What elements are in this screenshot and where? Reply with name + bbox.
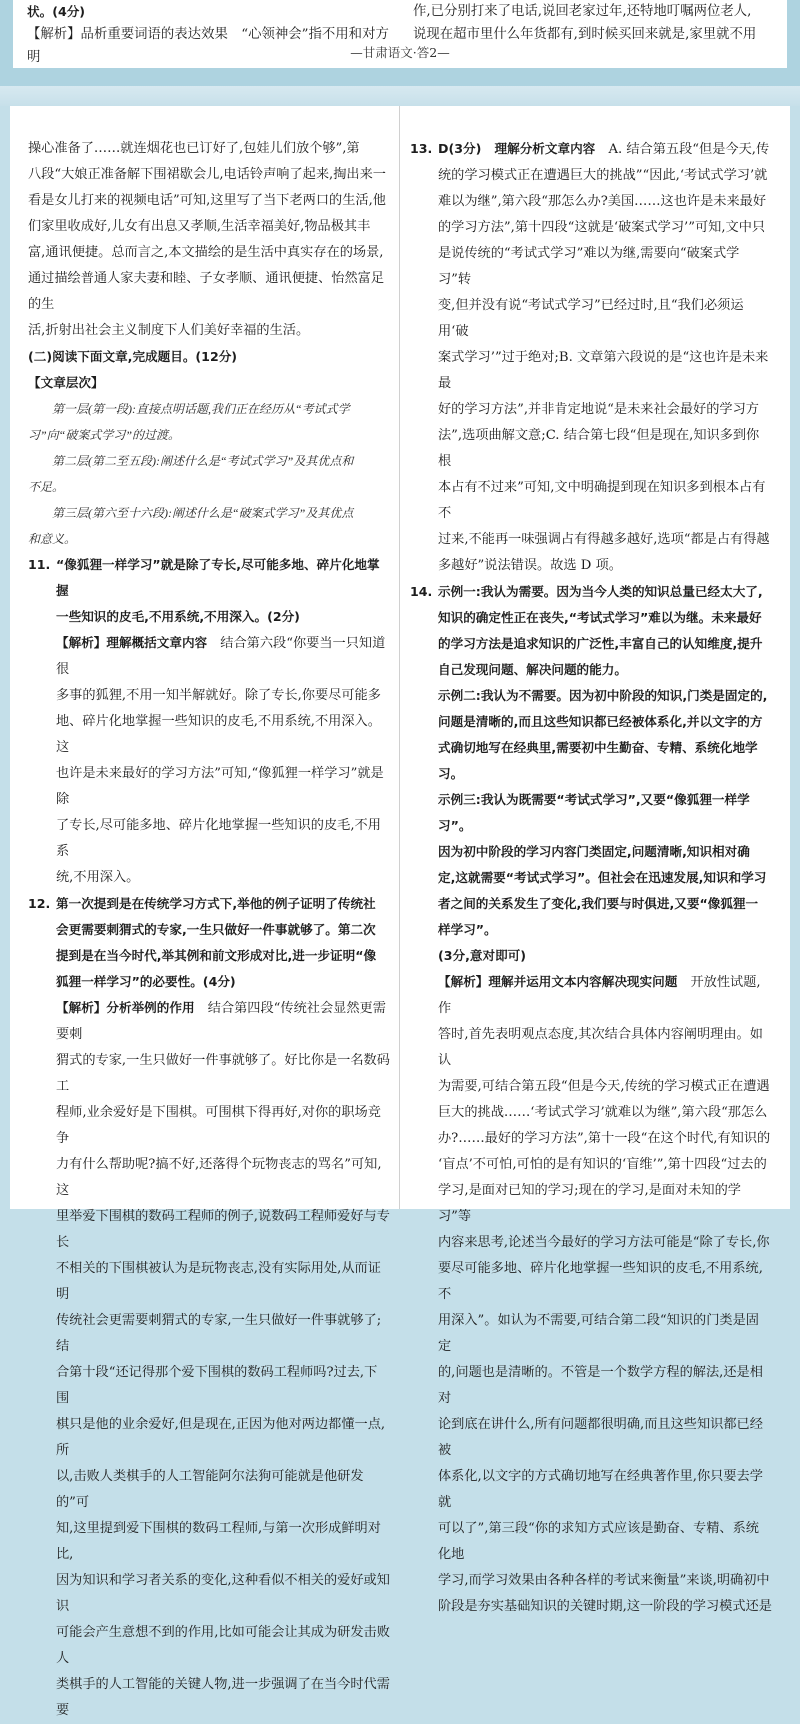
example-3-line: 者之间的关系发生了变化,我们要与时俱进,又要“像狐狸一 (438, 896, 759, 911)
question-14 (410, 579, 772, 1620)
q13-tag: 理解分析文章内容 (494, 141, 596, 156)
intro-paragraph (28, 136, 390, 344)
analysis-line: 因为知识和学习者关系的变化,这种看似不相关的爱好或知识 (56, 1573, 390, 1614)
analysis-line: 巨大的挑战……‘考试式学习’就难以为继”,第六段“那怎么 (438, 1105, 768, 1120)
example-1-line: 知识的确定性正在丧失,“考试式学习”难以为继。未来最好 (438, 610, 762, 625)
structure-title: 【文章层次】 (28, 375, 104, 390)
analysis-line: 类棋手的人工智能的关键人物,进一步强调了在当今时代需要 (56, 1677, 390, 1718)
intro-line: 活,折射出社会主义制度下人们美好幸福的生活。 (28, 323, 310, 338)
answer-line: 一些知识的皮毛,不用系统,不用深入。(2分) (56, 609, 300, 624)
analysis-line: 案式学习’”过于绝对;B. 文章第六段说的是“这也许是未来最 (438, 350, 769, 391)
intro-line: 们家里收成好,儿女有出息又孝顺,生活幸福美好,物品极其丰 (28, 219, 371, 234)
question-number: 14. (410, 584, 433, 599)
analysis-line: 内容来思考,论述当今最好的学习方法可能是“除了专长,你 (438, 1235, 770, 1250)
question-12 (28, 891, 390, 1724)
analysis-line: 也许是未来最好的学习方法”可知,“像狐狸一样学习”就是除 (56, 766, 384, 807)
structure-line: 第二层(第二至五段):阐述什么是“考试式学习”及其优点和 (52, 454, 354, 468)
analysis-line: 办?……最好的学习方法”,第十一段“在这个时代,有知识的 (438, 1131, 771, 1146)
structure-line: 第三层(第六至十六段):阐述什么是“破案式学习”及其优点 (52, 506, 354, 520)
analysis-line: 好的学习方法”,并非肯定地说“是未来社会最好的学习方 (438, 402, 759, 417)
structure-line: 和意义。 (28, 532, 77, 546)
answer-line: 狐狸一样学习”的必要性。(4分) (56, 974, 236, 989)
example-2-line: 式确切地写在经典里,需要初中生勤奋、专精、系统化地学习。 (438, 740, 758, 781)
analysis-text: 结合第六段“你要当一只知道很 (56, 636, 386, 677)
analysis-line: 地、碎片化地掌握一些知识的皮毛,不用系统,不用深入。这 (56, 714, 381, 755)
intro-line: 操心准备了……就连烟花也已订好了,包娃儿们放个够”,第 (28, 141, 360, 156)
left-column (28, 136, 390, 1724)
previous-line-1: 状。(4分) (27, 4, 86, 19)
answer-line: 提到是在当今时代,举其例和前文形成对比,进一步证明“像 (56, 948, 377, 963)
score-note: (3分,意对即可) (438, 948, 527, 963)
previous-page-right-column (413, 0, 788, 46)
question-number: 12. (28, 896, 51, 911)
answer-page (10, 106, 790, 1718)
previous-right-line-1: 作,已分别打来了电话,说回老家过年,还特地叮嘱两位老人, (413, 4, 752, 19)
analysis-line: 过来,不能再一味强调占有得越多越好,选项“都是占有得越 (438, 532, 770, 547)
answer-line: 第一次提到是在传统学习方式下,举他的例子证明了传统社 (56, 896, 376, 911)
example-1-line: 的学习方法是追求知识的广泛性,丰富自己的认知维度,提升 (438, 636, 763, 651)
example-3-line: 样学习”。 (438, 922, 497, 937)
question-number: 13. (410, 141, 433, 156)
analysis-line (56, 995, 390, 1048)
analysis-tag: 【解析】理解并运用文本内容解决现实问题 (438, 974, 678, 989)
analysis-line: 答时,首先表明观点态度,其次结合具体内容阐明理由。如认 (438, 1027, 763, 1068)
analysis-line: 不相关的下围棋被认为是玩物丧志,没有实际用处,从而证明 (56, 1261, 381, 1302)
analysis-text: 结合第四段“传统社会显然更需要刺 (56, 1001, 386, 1042)
structure-line: 第一层(第一段):直接点明话题,我们正在经历从“考试式学 (52, 402, 350, 416)
analysis-line: 用深入”。如认为不需要,可结合第二段“知识的门类是固定 (438, 1313, 759, 1354)
intro-line: 看是女儿打来的视频电话”可知,这里写了当下老两口的生活,他 (28, 193, 386, 208)
analysis-line: 学习,是面对已知的学习;现在的学习,是面对未知的学习”等 (438, 1183, 741, 1224)
analysis-line: 变,但并没有说“考试式学习”已经过时,且“我们必须运用‘破 (438, 298, 744, 339)
analysis-line: 为需要,可结合第五段“但是今天,传统的学习模式正在遭遇 (438, 1079, 770, 1094)
analysis-line: 统的学习模式正在遭遇巨大的挑战”“因此,‘考试式学习’就 (438, 168, 768, 183)
analysis-line: 知,这里提到爱下围棋的数码工程师,与第一次形成鲜明对比, (56, 1521, 381, 1562)
q13-first-text: A. 结合第五段“但是今天,传 (608, 142, 770, 157)
intro-line: 通过描绘普通人家夫妻和睦、子女孝顺、通讯便捷、怡然富足的生 (28, 271, 385, 312)
analysis-line: 多越好”说法错误。故选 D 项。 (438, 558, 622, 573)
section-title: (二)阅读下面文章,完成题目。(12分) (28, 349, 238, 364)
analysis-line: 的学习方法”,第十四段“这就是‘破案式学习’”可知,文中只 (438, 220, 766, 235)
example-1-line: 自己发现问题、解决问题的能力。 (438, 662, 627, 677)
analysis-text: 开放性试题,作 (438, 975, 761, 1016)
previous-line-2: 【解析】品析重要词语的表达效果 “心领神会”指不用和对方明 (27, 27, 389, 65)
analysis-line: 可能会产生意想不到的作用,比如可能会让其成为研发击败人 (56, 1625, 390, 1666)
question-13 (410, 136, 772, 579)
analysis-line: 猬式的专家,一生只做好一件事就够了。好比你是一名数码工 (56, 1053, 390, 1094)
question-number: 11. (28, 557, 51, 572)
analysis-line: 学习,而学习效果由各种各样的考试来衡量”来谈,明确初中 (438, 1573, 770, 1588)
q13-first-line (438, 136, 772, 163)
page-gap (0, 86, 800, 106)
analysis-line: 难以为继”,第六段“那怎么办?美国……这也许是未来最好 (438, 194, 767, 209)
analysis-line: 可以了”,第三段“你的求知方式应该是勤奋、专精、系统化地 (438, 1521, 759, 1562)
analysis-tag: 【解析】理解概括文章内容 (56, 635, 208, 650)
example-3-line: 因为初中阶段的学习内容门类固定,问题清晰,知识相对确 (438, 844, 750, 859)
example-2-line: 示例二:我认为不需要。因为初中阶段的知识,门类是固定的, (438, 688, 768, 703)
example-1-line: 示例一:我认为需要。因为当今人类的知识总量已经太大了, (438, 584, 763, 599)
analysis-line: 多事的狐狸,不用一知半解就好。除了专长,你要尽可能多 (56, 688, 381, 703)
previous-page-fragment (13, 0, 787, 68)
example-3-line: 示例三:我认为既需要“考试式学习”,又要“像狐狸一样学习”。 (438, 792, 750, 833)
analysis-line: 阶段是夯实基础知识的关键时期,这一阶段的学习模式还是 (438, 1599, 772, 1614)
analysis-line: 力有什么帮助呢?搞不好,还落得个玩物丧志的骂名”可知,这 (56, 1157, 382, 1198)
structure-block (28, 396, 390, 552)
analysis-line: 体系化,以文字的方式确切地写在经典著作里,你只要去学就 (438, 1469, 763, 1510)
analysis-tag: 【解析】分析举例的作用 (56, 1000, 195, 1015)
answer-line: 会更需要刺猬式的专家,一生只做好一件事就够了。第二次 (56, 922, 376, 937)
intro-line: 八段“大娘正准备解下围裙歇会儿,电话铃声响了起来,掏出来一 (28, 167, 386, 182)
column-divider (399, 106, 400, 1209)
analysis-line (56, 630, 390, 683)
analysis-line: 的,问题也是清晰的。不管是一个数学方程的解法,还是相对 (438, 1365, 763, 1406)
analysis-line: 里举爱下围棋的数码工程师的例子,说数码工程师爱好与专长 (56, 1209, 390, 1250)
structure-line: 习”向“破案式学习”的过渡。 (28, 428, 181, 442)
analysis-line: 以,击败人类棋手的人工智能阿尔法狗可能就是他研发的”可 (56, 1469, 364, 1510)
previous-right-line-2: 说现在超市里什么年货都有,到时候买回来就是,家里就不用 (413, 27, 757, 42)
intro-line: 富,通讯便捷。总而言之,本文描绘的是生活中真实存在的场景, (28, 245, 384, 260)
q13-answer: D(3分) (438, 141, 482, 156)
analysis-line (438, 969, 772, 1022)
analysis-line: 要尽可能多地、碎片化地掌握一些知识的皮毛,不用系统,不 (438, 1261, 763, 1302)
right-column (410, 136, 772, 1620)
structure-line: 不足。 (28, 480, 65, 494)
analysis-line: 是说传统的“考试式学习”难以为继,需要向“破案式学习”转 (438, 246, 740, 287)
analysis-line: 传统社会更需要刺猬式的专家,一生只做好一件事就够了;结 (56, 1313, 382, 1354)
example-2-line: 问题是清晰的,而且这些知识都已经被体系化,并以文字的方 (438, 714, 763, 729)
analysis-line: 合第十段“还记得那个爱下围棋的数码工程师吗?过去,下围 (56, 1365, 378, 1406)
example-3-line: 定,这就需要“考试式学习”。但社会在迅速发展,知识和学习 (438, 870, 767, 885)
analysis-line: 程师,业余爱好是下围棋。可围棋下得再好,对你的职场竞争 (56, 1105, 381, 1146)
analysis-line: ‘盲点’不可怕,可怕的是有知识的‘盲维’”,第十四段“过去的 (438, 1157, 767, 1172)
page-footer: —甘肃语文·答2— (350, 45, 450, 60)
analysis-line: 了专长,尽可能多地、碎片化地掌握一些知识的皮毛,不用系 (56, 818, 381, 859)
analysis-line: 法”,选项曲解文意;C. 结合第七段“但是现在,知识多到你根 (438, 428, 760, 469)
analysis-line: 棋只是他的业余爱好,但是现在,正因为他对两边都懂一点,所 (56, 1417, 386, 1458)
question-11 (28, 552, 390, 891)
analysis-line: 统,不用深入。 (56, 870, 140, 885)
analysis-line: 论到底在讲什么,所有问题都很明确,而且这些知识都已经被 (438, 1417, 763, 1458)
answer-line: “像狐狸一样学习”就是除了专长,尽可能多地、碎片化地掌握 (56, 557, 380, 598)
analysis-line: 本占有不过来”可知,文中明确提到现在知识多到根本占有不 (438, 480, 766, 521)
